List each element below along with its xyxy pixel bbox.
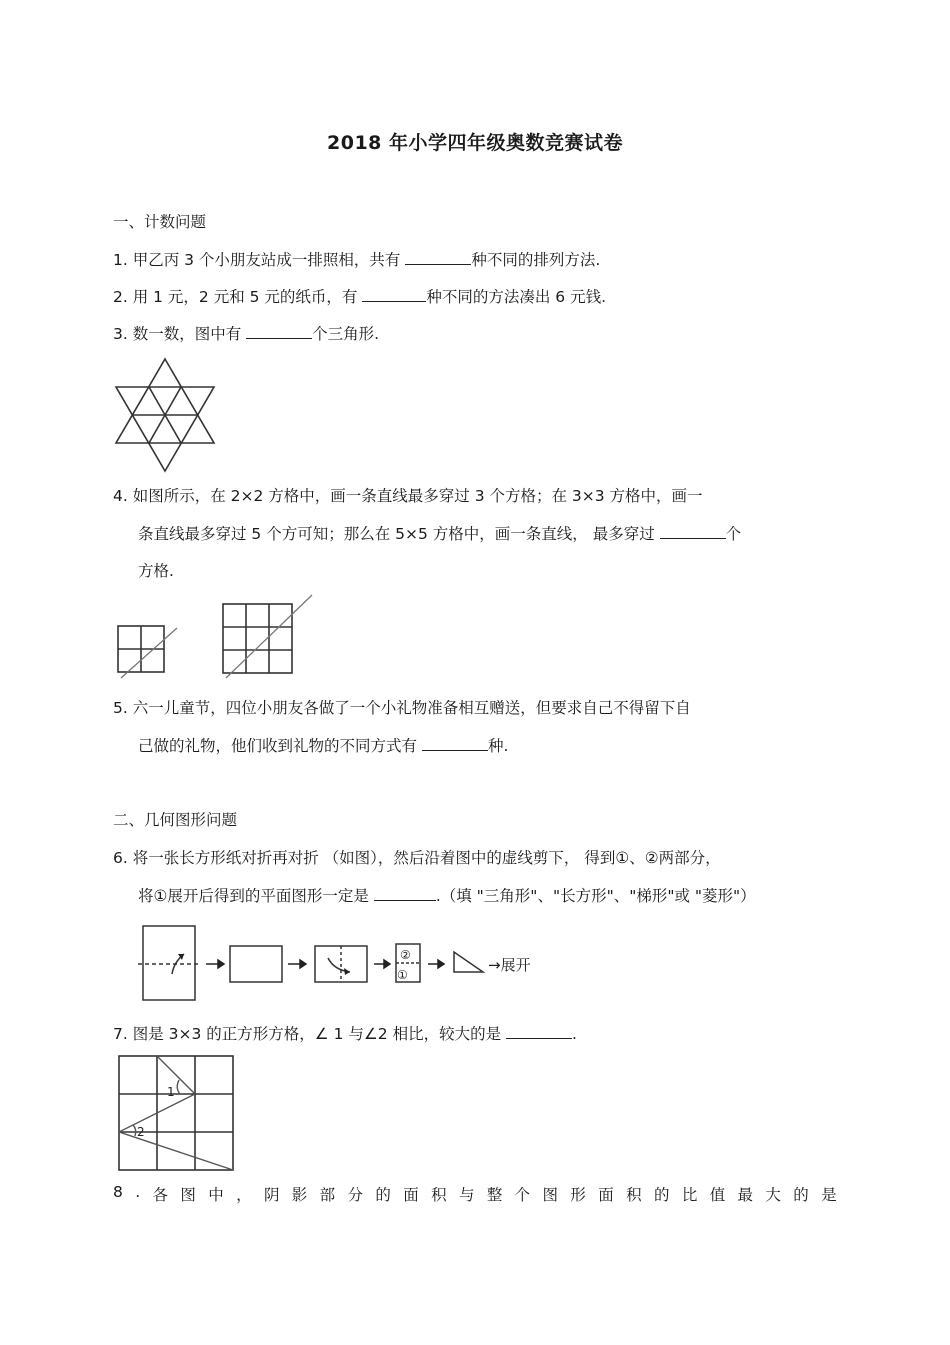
section-heading-counting: 一、计数问题 <box>113 213 207 231</box>
question-1 <box>113 248 600 271</box>
q8-char: 8 <box>113 1183 123 1201</box>
q8-char: 图 <box>542 1186 559 1204</box>
answer-blank-1[interactable] <box>405 248 471 265</box>
section-heading-geometry: 二、几何图形问题 <box>113 811 238 829</box>
q8-char: 各 <box>152 1186 169 1204</box>
question-7-text-a: 7. 图是 3×3 的正方形方格，∠ 1 与∠2 相比，较大的是 <box>113 1025 507 1043</box>
question-6-text-a: 将①展开后得到的平面图形一定是 <box>138 887 374 905</box>
q8-char: 比 <box>681 1186 698 1204</box>
paper-folding-figure <box>138 922 558 1004</box>
q8-char: 大 <box>765 1186 781 1204</box>
question-6-line-2 <box>138 884 756 907</box>
fig-circle-1-label: ① <box>397 968 408 982</box>
q8-char: 积 <box>626 1186 642 1204</box>
question-6-line-1: 6. 将一张长方形纸对折再对折 （如图），然后沿着图中的虚线剪下， 得到①、②两部分， <box>113 849 721 867</box>
answer-blank-4[interactable] <box>660 522 726 539</box>
answer-blank-6[interactable] <box>374 884 436 901</box>
question-5-line-2 <box>138 734 508 757</box>
question-5-text-b: 种. <box>487 737 509 755</box>
question-5-text-a: 己做的礼物，他们收到礼物的不同方式有 <box>138 737 422 755</box>
q8-char: 积 <box>431 1186 447 1204</box>
question-6-text-b: .（填 "三角形"、"长方形"、"梯形"或 "菱形"） <box>435 887 756 905</box>
q8-char: 最 <box>737 1186 754 1204</box>
question-4-line-1: 4. 如图所示，在 2×2 方格中，画一条直线最多穿过 3 个方格；在 3×3 方格中，画一 <box>113 487 703 505</box>
question-4-line-3: 方格. <box>138 562 174 580</box>
question-2-text-a: 2. 用 1 元，2 元和 5 元的纸币，有 <box>113 288 363 306</box>
q8-char: 阴 <box>263 1186 280 1204</box>
q8-char: 影 <box>291 1186 308 1204</box>
angle-1-label: 1 <box>167 1085 175 1099</box>
question-2-text-b: 种不同的方法凑出 6 元钱. <box>426 288 607 306</box>
q8-char: 的 <box>375 1186 391 1204</box>
q8-char: 与 <box>458 1186 475 1204</box>
q8-char: 分 <box>347 1186 364 1204</box>
answer-blank-5[interactable] <box>422 734 488 751</box>
question-4-text-b: 个 <box>725 525 742 543</box>
question-3-text-b: 个三角形. <box>312 325 380 343</box>
question-2 <box>113 285 606 308</box>
q8-char: 中 <box>208 1186 224 1204</box>
q8-char: 个 <box>514 1186 531 1204</box>
fig-unfold-label: →展开 <box>488 956 531 974</box>
question-1-text-a: 1. 甲乙丙 3 个小朋友站成一排照相，共有 <box>113 251 406 269</box>
question-3 <box>113 322 379 345</box>
q8-char: 面 <box>598 1186 614 1204</box>
answer-blank-7[interactable] <box>506 1022 572 1039</box>
question-8-line <box>113 1183 837 1205</box>
angle-2-label: 2 <box>137 1125 145 1139</box>
q8-char: 面 <box>403 1186 419 1204</box>
grid-3x3-figure <box>218 592 318 682</box>
grid-2x2-figure <box>113 620 183 680</box>
q8-char: 是 <box>821 1186 837 1204</box>
question-7-text-b: . <box>572 1025 577 1043</box>
q8-char: 部 <box>319 1186 336 1204</box>
page-title: 2018 年小学四年级奥数竞赛试卷 <box>327 132 623 154</box>
star-triangles-figure <box>113 357 217 475</box>
q8-char: 形 <box>570 1186 586 1204</box>
question-1-text-b: 种不同的排列方法. <box>471 251 601 269</box>
q8-char: 的 <box>653 1186 670 1204</box>
answer-blank-2[interactable] <box>362 285 426 302</box>
question-4-text-a: 条直线最多穿过 5 个方可知；那么在 5×5 方格中，画一条直线， 最多穿过 <box>138 525 660 543</box>
q8-char: 整 <box>486 1186 503 1204</box>
fig-circle-2-label: ② <box>400 948 411 962</box>
q8-char: . <box>135 1183 141 1201</box>
angle-grid-figure <box>113 1050 238 1175</box>
question-5-line-1: 5. 六一儿童节，四位小朋友各做了一个小礼物准备相互赠送，但要求自己不得留下自 <box>113 699 691 717</box>
q8-char: 图 <box>180 1186 196 1204</box>
answer-blank-3[interactable] <box>246 322 312 339</box>
question-3-text-a: 3. 数一数，图中有 <box>113 325 247 343</box>
question-7 <box>113 1022 577 1045</box>
q8-char: 的 <box>793 1186 809 1204</box>
q8-char: 值 <box>709 1186 726 1204</box>
q8-char: ， <box>236 1186 252 1204</box>
question-4-line-2 <box>138 522 741 545</box>
